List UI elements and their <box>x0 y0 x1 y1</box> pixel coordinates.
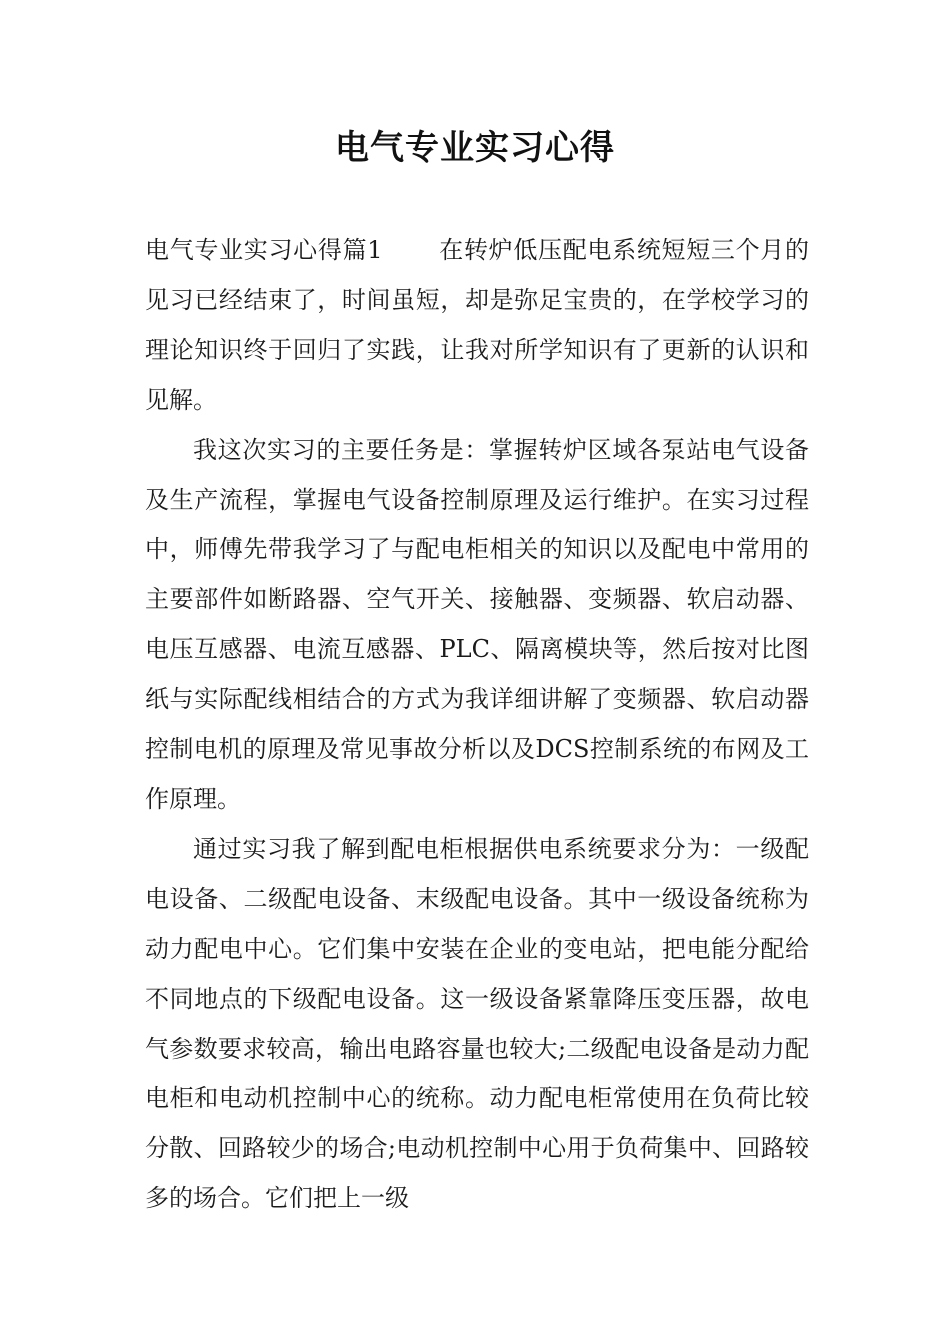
document-body <box>145 226 809 1224</box>
paragraph-1-text: 在转炉低压配电系统短短三个月的见习已经结束了，时间虽短，却是弥足宝贵的，在学校学习的理论知识终于回归了实践，让我对所学知识有了更新的认识和见解。 <box>145 236 809 414</box>
paragraph-2: 我这次实习的主要任务是：掌握转炉区域各泵站电气设备及生产流程，掌握电气设备控制原理及运行维护。在实习过程中，师傅先带我学习了与配电柜相关的知识以及配电中常用的主要部件如断路器、空气开关、接触器、变频器、软启动器、电压互感器、电流互感器、PLC、隔离模块等，然后按对比图纸与实际配线相结合的方式为我详细讲解了变频器、软启动器控制电机的原理及常见事故分析以及DCS控制系统的布网及工作原理。 <box>145 435 809 813</box>
document-title: 电气专业实习心得 <box>335 128 615 168</box>
paragraph-1-heading: 电气专业实习心得篇1 <box>145 236 383 264</box>
paragraph-1 <box>145 226 809 426</box>
paragraph-3: 通过实习我了解到配电柜根据供电系统要求分为：一级配电设备、二级配电设备、末级配电设备。其中一级设备统称为动力配电中心。它们集中安装在企业的变电站，把电能分配给不同地点的下级配电设备。这一级设备紧靠降压变压器，故电气参数要求较高，输出电路容量也较大;二级配电设备是动力配电柜和电动机控制中心的统称。动力配电柜常使用在负荷比较分散、回路较少的场合;电动机控制中心用于负荷集中、回路较多的场合。它们把上一级 <box>145 834 809 1213</box>
